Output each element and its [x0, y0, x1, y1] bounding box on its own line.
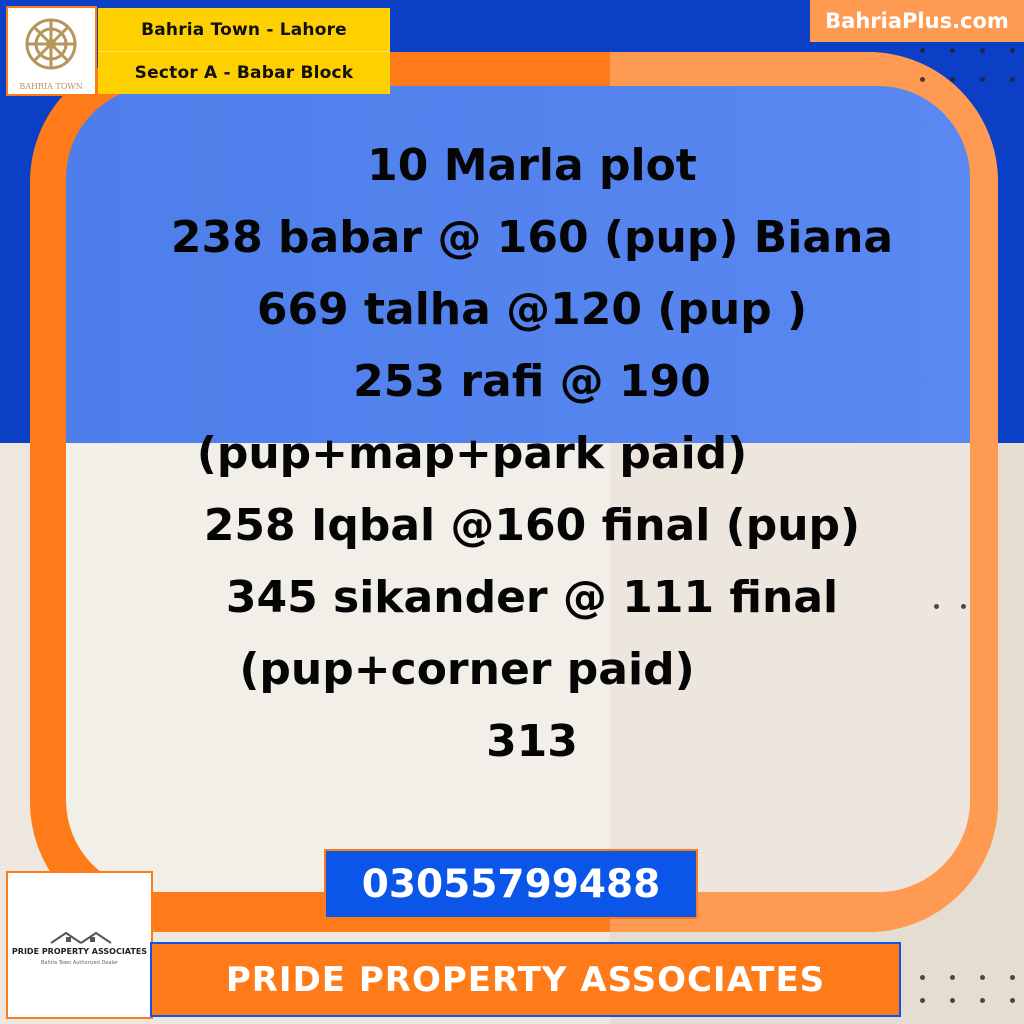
- location-sector: Sector A - Babar Block: [99, 52, 389, 94]
- decorative-dots-top-right: [920, 48, 1015, 82]
- agency-logo-tagline: Bahria Town Authorized Dealer: [40, 960, 119, 966]
- agency-name: PRIDE PROPERTY ASSOCIATES: [225, 959, 826, 1000]
- listing-line: (pup+corner paid): [239, 644, 695, 695]
- phone-number-button[interactable]: 03055799488: [324, 849, 698, 919]
- bahria-town-emblem-icon: [8, 8, 95, 94]
- agency-logo: [6, 871, 153, 1019]
- listing-line: (pup+map+park paid): [196, 428, 748, 479]
- listing-line: 669 talha @120 (pup ): [256, 284, 808, 335]
- location-box: [98, 8, 390, 94]
- listing-line: 238 babar @ 160 (pup) Biana: [170, 212, 894, 263]
- listing-line: 313: [486, 716, 578, 767]
- listing-details: [90, 130, 974, 778]
- location-city: Bahria Town - Lahore: [99, 9, 389, 52]
- listing-line: 258 Iqbal @160 final (pup): [203, 500, 861, 551]
- agency-logo-name: PRIDE PROPERTY ASSOCIATES: [11, 947, 148, 956]
- agency-logo-icon: [8, 873, 151, 1017]
- logo-text: BAHRIA TOWN: [19, 82, 83, 91]
- listing-line: 10 Marla plot: [367, 140, 697, 191]
- decorative-dots-bottom-right: [920, 975, 1015, 1003]
- bahria-town-logo: [6, 6, 97, 96]
- listing-line: 253 rafi @ 190: [353, 356, 711, 407]
- agency-name-banner: [150, 942, 901, 1017]
- site-tab[interactable]: BahriaPlus.com: [810, 0, 1024, 42]
- listing-line: 345 sikander @ 111 final: [225, 572, 839, 623]
